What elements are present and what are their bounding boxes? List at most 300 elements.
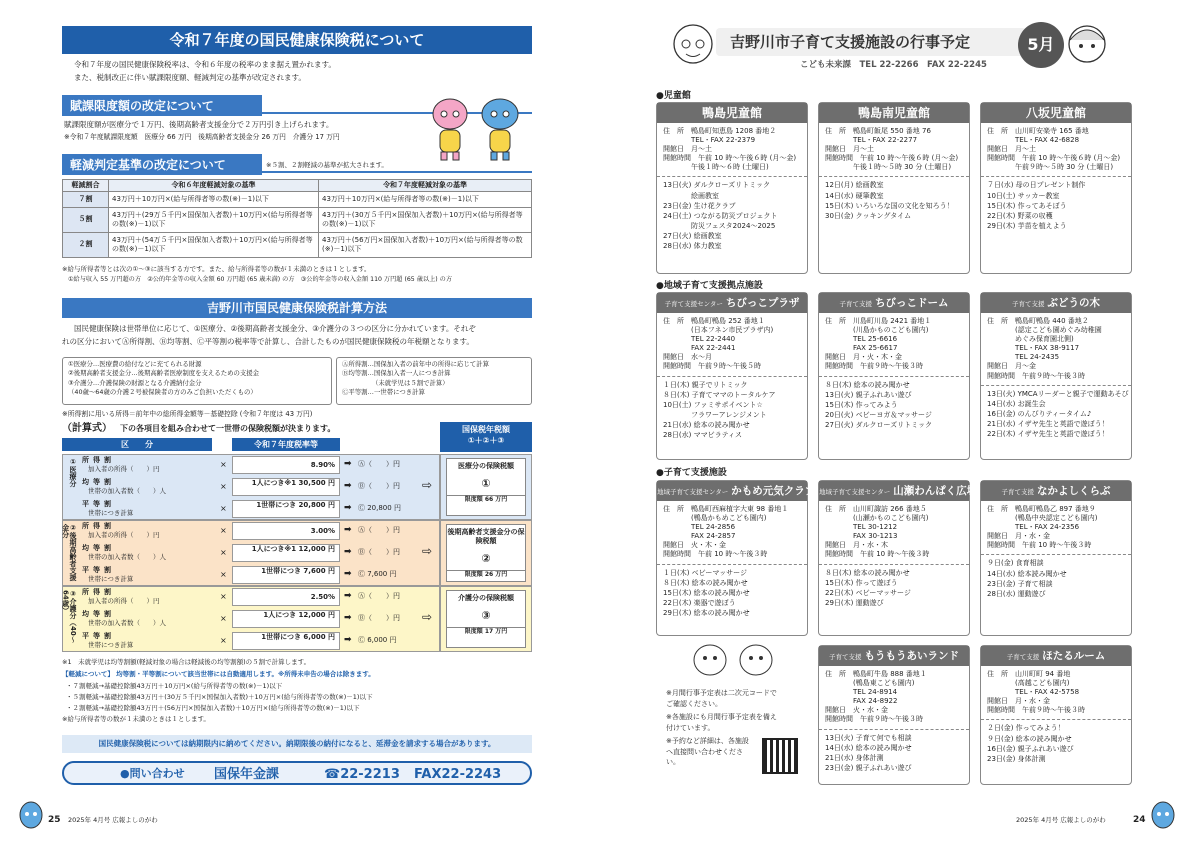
info-line: (鴨島中央認定こども園内) (987, 514, 1098, 523)
facility-card (818, 645, 970, 785)
event-item: 21日(水) イザヤ先生と英語で遊ぼう！ (987, 420, 1109, 429)
event-item: 30日(金) クッキングタイム (825, 211, 912, 220)
table-header: 軽減割合 (63, 180, 109, 192)
note-line: ※月間行事予定表は二次元コードでご確認ください。 (666, 689, 777, 708)
qr-code[interactable] (762, 738, 798, 774)
info-line: 開館時間 午前 10 時～午後６時 (月～金) (663, 154, 797, 163)
row-desc: 加入者の所得（ ）円 (88, 531, 160, 539)
event-item: ８日(木) 絵本の読み聞かせ (825, 380, 910, 389)
event-item: １日(木) ベビーマッサージ (663, 568, 747, 577)
blue-mascot-illustration (476, 92, 524, 162)
facility-header (657, 481, 816, 501)
result-slot: Ⓐ（ ）円 (358, 592, 400, 600)
facility-info (819, 501, 969, 565)
info-line: 開館時間 午前９時～午後３時 (987, 706, 1085, 715)
facility-events (657, 377, 807, 444)
contact-tel: ☎22-2213 (324, 767, 400, 782)
event-item: 13日(火) 親子ふれあい遊び (825, 390, 912, 399)
total-header-line: 国保税年税額 (462, 425, 510, 434)
footnote-2: 【軽減について】 均等割・平等割について該当世帯には自動適用します。※所得未申告の場合は除きます。 (62, 670, 375, 678)
formula-text: 下の各項目を組み合わせて一世帯の保険税額が決まります。 (120, 424, 336, 433)
event-item: 27日(火) 絵画教室 (663, 232, 722, 241)
info-line: TEL・FAX 24-2356 (987, 523, 1080, 532)
info-line: 開館日 水～月 (663, 353, 712, 362)
facility-info (657, 123, 807, 177)
row-kind: 均等割 (82, 478, 115, 486)
contact-fax: FAX22-2243 (414, 767, 502, 782)
table-cell: ７割 (63, 191, 109, 207)
event-item: 15日(木) 絵本の読み聞かせ (663, 588, 750, 597)
arrow-icon: ➡ (344, 525, 352, 535)
table-cell: ２割 (63, 232, 109, 257)
facility-card (656, 102, 808, 274)
facility-events (981, 555, 1131, 602)
group-label: ②後期高齢者支援金分 (61, 524, 77, 581)
table-cell: 43万円＋10万円×(給与所得者等の数(※)－1)以下 (109, 191, 319, 207)
formula-label: （計算式） (62, 423, 112, 434)
multiply-sign: × (220, 570, 227, 579)
result-slot: Ⓑ（ ）円 (358, 548, 400, 556)
facility-name: なかよしくらぶ (1037, 485, 1111, 497)
event-item: 27日(火) ダルクローズリトミック (825, 421, 932, 430)
arrow-icon: ➡ (344, 591, 352, 601)
event-item: 22日(木) 楽器で遊ぼう (663, 598, 736, 607)
facility-info (819, 666, 969, 730)
rate-header: 令和７年度税率等 (232, 438, 340, 451)
facility-header (981, 646, 1131, 666)
info-line: FAX 30-1213 (825, 532, 898, 541)
info-line: TEL 22-2440 (663, 335, 736, 344)
info-line: 住 所 川島町川島 2421 番地１ (825, 317, 932, 325)
event-item: 13日(火) ダルクローズリトミック (663, 181, 770, 190)
event-item: ８日(木) 絵本の読み聞かせ (825, 568, 910, 577)
multiply-sign: × (220, 526, 227, 535)
facility-prefix: 子育て支援センター (664, 300, 723, 308)
info-line: 開館時間 午前 10 時～午後６時 (月～金) (987, 154, 1121, 163)
arrow-icon: ➡ (344, 635, 352, 645)
result-slot: Ⓐ（ ）円 (358, 460, 400, 468)
facility-card (818, 292, 970, 460)
info-line: 開館日 月～金 (987, 362, 1036, 371)
footnote-3: ・７割軽減→基礎控除額43万円＋10万円×(給与所得者等の数(※)－1)以下 (66, 682, 283, 690)
info-line: 開館日 月・水・木 (825, 541, 888, 550)
event-item: 防災フェスタ2024～2025 (663, 222, 776, 231)
event-item: 22日(木) 野菜の収穫 (987, 211, 1053, 220)
facility-info (981, 123, 1131, 177)
footnote-5: ・２割軽減→基礎控除額43万円＋(56万円×国保加入者数)＋10万円×(給与所得者等の数(※)－1)以下 (66, 704, 360, 712)
event-item: ２日(金) 作ってみよう！ (987, 724, 1065, 733)
pink-mascot-illustration (428, 92, 472, 162)
event-item: 13日(火) 子育て何でも相談 (825, 733, 912, 742)
right-footer: 2025年 4月号 広報よしのがわ (1016, 816, 1106, 824)
row-kind: 平等割 (82, 632, 115, 640)
facility-name: ちびっこプラザ (725, 297, 800, 309)
info-line: 住 所 鴨島町西麻植字大東 98 番地１ (663, 505, 789, 513)
event-item: 21日(水) 身体計測 (825, 753, 884, 762)
event-item: 24日(土) つながる防災プロジェクト (663, 211, 778, 220)
row-desc: 世帯の加入者数（ ）人 (88, 487, 166, 495)
info-line: 住 所 山川町安楽寺 165 番地 (987, 127, 1089, 135)
event-item: 22日(木) ベビーマッサージ (825, 588, 911, 597)
total-header-line: ①＋②＋③ (467, 436, 505, 446)
info-line: 開館日 月・水・金 (987, 532, 1050, 541)
category-support-base: ●地域子育て支援拠点施設 (656, 281, 763, 291)
info-line: 住 所 鴨島町鴨島 252 番地１ (663, 317, 765, 325)
group-total-title: 介護分の保険税額 (458, 594, 514, 602)
info-line: 開館日 月～土 (825, 145, 874, 154)
facility-header (657, 103, 807, 123)
section-reduction-heading: 軽減判定基準の改定について (62, 154, 262, 175)
facility-prefix: 地域子育て支援センター (819, 488, 891, 496)
multiply-sign: × (220, 504, 227, 513)
result-slot: Ⓐ（ ）円 (358, 526, 400, 534)
rate-value: 1人につき※1 30,500 円 (232, 478, 340, 496)
result-slot: Ⓑ（ ）円 (358, 614, 400, 622)
info-line: TEL 24-2435 (987, 353, 1060, 362)
info-line: 開館日 火・木・金 (663, 541, 726, 550)
facility-info (981, 313, 1131, 386)
event-item: 29日(木) 絵本の読み聞かせ (663, 609, 750, 618)
payment-notice: 国民健康保険税については納期限内に納めてください。納期限後の納付になると、延滞金を請求する場合があります。 (62, 735, 532, 753)
info-line: 住 所 鴨島町鴨島乙 897 番地９ (987, 505, 1096, 513)
event-item: 10日(土) サッカー教室 (987, 191, 1060, 200)
rate-value: 1人につき 12,000 円 (232, 610, 340, 628)
table-cell: 43万円＋(54万５千円×国保加入者数)＋10万円×(給与所得者等の数(※)－1)以下 (109, 232, 319, 257)
limit-note: ※令和７年度賦課限度額 医療分 66 万円 後期高齢者支援金分 26 万円 介護分 17 万円 (64, 133, 340, 141)
group-total-inner (446, 590, 526, 648)
info-line: TEL 25-6616 (825, 335, 898, 344)
income-note: ※所得割に用いる所得＝前年中の総所得金額等－基礎控除 (令和７年度は 43 万円) (62, 410, 313, 418)
facility-header (981, 103, 1131, 123)
arrow-icon: ➡ (344, 481, 352, 491)
info-line: 住 所 山川町町 94 番地 (987, 670, 1071, 678)
info-line: (鴨島東こども園内) (825, 679, 915, 688)
facility-prefix: 子育て支援 (1012, 300, 1045, 308)
event-item: ７日(水) 母の日プレゼント制作 (987, 181, 1086, 190)
info-line: (川島かものこども園内) (825, 326, 929, 335)
category-children-hall: ●児童館 (656, 91, 691, 101)
facility-events (819, 730, 969, 777)
row-desc: 加入者の所得（ ）円 (88, 597, 160, 605)
facility-card (818, 480, 978, 636)
info-line: 開館日 月～土 (663, 145, 712, 154)
facility-header (819, 481, 978, 501)
event-item: 28日(水) 運動遊び (987, 589, 1046, 598)
note-line: ※予約など詳細は、各施設へ直接問い合わせください。 (666, 737, 749, 766)
event-item: 絵画教室 (663, 191, 719, 200)
table-header: 令和７年度軽減対象の基準 (319, 180, 532, 192)
total-header (440, 422, 532, 452)
arrow-icon: ➡ (344, 503, 352, 513)
info-line: 開館時間 午前 10 時～午後３時 (663, 550, 768, 559)
group-total-title: 医療分の保険税額 (458, 462, 514, 470)
facility-name: 山瀬わんぱく広場 (893, 485, 978, 497)
event-item: 22日(木) イザヤ先生と英語で遊ぼう！ (987, 430, 1109, 439)
table-cell: ５割 (63, 207, 109, 232)
facility-events (657, 177, 807, 254)
info-line: (高越こども園内) (987, 679, 1070, 688)
row-kind: 平等割 (82, 500, 115, 508)
info-line: 開館時間 午前９時～午後５時 (663, 362, 761, 371)
info-line: 開館時間 午前 10 時～午後６時 (月～金) (825, 154, 959, 163)
info-line: 開館時間 午前９時～午後３時 (825, 362, 923, 371)
multiply-sign: × (220, 636, 227, 645)
info-line: (山瀬かものこども園内) (825, 514, 929, 523)
sum-arrow-icon: ⇨ (422, 478, 433, 492)
row-kind: 所得割 (82, 522, 115, 530)
facility-prefix: 子育て支援 (1001, 488, 1034, 496)
rate-value: 1世帯につき 6,000 円 (232, 632, 340, 650)
right-page-title: 吉野川市子育て支援施設の行事予定 (730, 33, 971, 51)
event-item: 15日(木) いろいろな国の文化を知ろう！ (825, 201, 954, 210)
contact-box (62, 761, 532, 785)
group-total-inner (446, 458, 526, 516)
rate-value: 1世帯につき 7,600 円 (232, 566, 340, 584)
footnote-6: ※給与所得者等の数が１未満のときは１とします。 (62, 715, 210, 723)
row-kind: 所得割 (82, 588, 115, 596)
table-note-2: ①給与収入 55 万円超の方 ②公的年金等の収入金額 60 万円超 (65 歳未満) の方 ③公的年金等の収入金額 110 万円超 (65 歳以上) の方 (68, 276, 453, 283)
info-line: TEL・FAX 22-2379 (663, 136, 756, 145)
multiply-sign: × (220, 548, 227, 557)
contact-dept: 国保年金課 (214, 767, 280, 782)
table-cell: 43万円＋(56万円×国保加入者数)＋10万円×(給与所得者等の数(※)－1)以下 (319, 232, 532, 257)
facility-card (818, 102, 970, 274)
facility-info (981, 666, 1131, 720)
info-line: 午後１時～６時 (土曜日) (663, 163, 769, 172)
box-line: ①医療分…医療費の給付などに充てられる財源 (68, 360, 202, 368)
rate-value: 1人につき※1 12,000 円 (232, 544, 340, 562)
facility-events (981, 177, 1131, 234)
arrow-icon: ➡ (344, 459, 352, 469)
info-line: TEL・FAX 38-9117 (987, 344, 1080, 353)
event-item: 10日(土) ファミサポイベント☆ (663, 400, 763, 409)
event-item: 28日(水) ママビラティス (663, 431, 743, 440)
facility-info (657, 313, 807, 377)
event-item: 13日(火) YMCAリーダーと親子で運動あそび (987, 389, 1129, 398)
box-line: Ⓒ平等割…一世帯につき計算 (342, 387, 425, 396)
info-line: 開館日 火・水・金 (825, 706, 888, 715)
facility-events (657, 565, 807, 622)
facility-name: 鴨島南児童館 (857, 106, 930, 120)
info-line: TEL 24-2856 (663, 523, 736, 532)
facility-events (819, 565, 969, 612)
facility-header (657, 293, 807, 313)
facility-header (819, 646, 969, 666)
sum-arrow-icon: ⇨ (422, 610, 433, 624)
info-line: 住 所 鴨島町牛島 888 番地１ (825, 670, 927, 678)
info-line: 午後１時～５時 30 分 (土曜日) (825, 163, 952, 172)
facility-info (981, 501, 1131, 555)
group-label: ①医療分 (69, 458, 77, 487)
group-total-title: 後期高齢者支援金分の保険税額 (447, 528, 525, 546)
section-underline (62, 171, 532, 173)
event-item: 20日(火) ベビーヨガ＆マッサージ (825, 410, 932, 419)
group-total-inner (446, 524, 526, 582)
row-desc: 世帯につき計算 (88, 641, 134, 649)
event-item: 16日(金) のんびりティータイム♪ (987, 409, 1092, 418)
event-item: 21日(水) 絵本の読み聞かせ (663, 421, 750, 430)
calc-method-heading: 吉野川市国民健康保険税計算方法 (62, 298, 532, 318)
category-support-facility: ●子育て支援施設 (656, 468, 727, 478)
event-item: ９日(金) 絵本の読み聞かせ (987, 734, 1072, 743)
event-item: １日(木) 親子でリトミック (663, 380, 748, 389)
facility-name: ほたるルーム (1042, 650, 1106, 662)
box-line: （40歳～64歳の介護２号被保険者の方のみご負担いただくもの） (68, 387, 257, 396)
group-limit: 限度額 66 万円 (447, 495, 525, 504)
info-line: 開館時間 午前９時～午後３時 (987, 371, 1085, 380)
multiply-sign: × (220, 460, 227, 469)
rate-value: 2.50% (232, 588, 340, 606)
info-line: 住 所 鴨島町知恵島 1208 番地２ (663, 127, 777, 135)
row-desc: 世帯の加入者数（ ）人 (88, 619, 166, 627)
month-badge: 5月 (1018, 22, 1064, 68)
facility-info (819, 313, 969, 377)
multiply-sign: × (220, 614, 227, 623)
right-page-number: 24 (1133, 815, 1146, 825)
contact-label: ●問い合わせ (120, 767, 185, 780)
dept-contact: こども未来課 TEL 22-2266 FAX 22-2245 (800, 60, 987, 70)
info-line: TEL・FAX 42-6828 (987, 136, 1080, 145)
info-line: TEL 24-8914 (825, 688, 898, 697)
info-line: 開館日 月・火・木・金 (825, 353, 902, 362)
group-limit: 限度額 17 万円 (447, 627, 525, 636)
group-limit: 限度額 26 万円 (447, 570, 525, 579)
arrow-icon: ➡ (344, 569, 352, 579)
event-item: 14日(水) お誕生会 (987, 399, 1046, 408)
mascot-page-icon (1150, 800, 1176, 830)
info-line: TEL 30-1212 (825, 523, 898, 532)
calc-text-2: れの区分においてⒶ所得割、Ⓑ均等割、Ⓒ平等割の税率等で計算し、合計したものが国民健康保険税の年税額となります。 (62, 337, 474, 346)
event-item: 14日(水) 絵本の読み聞かせ (825, 743, 912, 752)
info-line: FAX 24-2857 (663, 532, 736, 541)
event-item: 15日(木) 作って遊ぼう (825, 578, 898, 587)
box-line: Ⓐ所得割…国保加入者の前年中の所得に応じて計算 (342, 360, 489, 368)
facility-header (819, 293, 969, 313)
event-item: 15日(木) 作ってみよう (825, 400, 898, 409)
facility-card (980, 480, 1132, 636)
row-kind: 均等割 (82, 544, 115, 552)
reduction-note: ※５割、２割軽減の基準が拡大されます。 (266, 161, 388, 169)
info-line: 住 所 鴨島町飯尾 550 番地 76 (825, 127, 931, 135)
event-item: 23日(金) 子育て相談 (987, 579, 1053, 588)
facility-card (980, 102, 1132, 274)
row-desc: 世帯につき計算 (88, 509, 134, 517)
facility-card (656, 292, 808, 460)
boy-illustration (670, 20, 716, 72)
info-line: 午前９時～５時 30 分 (土曜日) (987, 163, 1114, 172)
arrow-icon: ➡ (344, 547, 352, 557)
table-cell: 43万円＋10万円×(給与所得者等の数(※)－1)以下 (319, 191, 532, 207)
info-line: (日本フネン市民プラザ内) (663, 326, 774, 335)
mascot-pair-illustration (686, 640, 782, 684)
left-page-title: 令和７年度の国民健康保険税について (62, 26, 532, 54)
rate-value: 3.00% (232, 522, 340, 540)
multiply-sign: × (220, 592, 227, 601)
event-item: 14日(水) 硬筆教室 (825, 191, 884, 200)
event-item: フラワーアレンジメント (663, 410, 767, 419)
info-line: TEL・FAX 22-2277 (825, 136, 918, 145)
note-line: ※各施設にも月間行事予定表を備え付けています。 (666, 713, 777, 732)
info-line: FAX 24-8922 (825, 697, 898, 706)
box-line: ②後期高齢者支援金分…後期高齢者医療制度を支えるための支援金 (68, 369, 260, 378)
info-line: 開館時間 午前 10 時～午後３時 (987, 541, 1092, 550)
info-line: TEL・FAX 42-5758 (987, 688, 1080, 697)
limit-text: 賦課限度額が医療分で１万円、後期高齢者支援金分で２万円引き上げられます。 (64, 120, 334, 129)
intro-line-2: また、税制改正に伴い賦課限度額、軽減判定の基準が改定されます。 (74, 73, 306, 82)
info-line: めぐみ保育園北側) (987, 335, 1074, 344)
info-line: FAX 25-6617 (825, 344, 898, 353)
rate-explanation-box (336, 357, 532, 405)
facility-prefix: 子育て支援 (829, 653, 862, 661)
result-slot: Ⓑ（ ）円 (358, 482, 400, 490)
facility-events (981, 386, 1131, 443)
footnote-1: ※1 未就学児は均等割額(軽減対象の場合は軽減後の均等割額)の５割で計算します。 (62, 658, 311, 666)
event-item: ８日(木) 絵本の読み聞かせ (663, 578, 748, 587)
info-line: 開館時間 午前 10 時～午後３時 (825, 550, 930, 559)
facility-name: ぶどうの木 (1047, 297, 1100, 309)
group-total-number: ③ (481, 609, 491, 623)
kubun-header: 区 分 (62, 438, 212, 451)
facility-header (819, 103, 969, 123)
facility-name: もうもうあいランド (864, 650, 959, 662)
calc-text-1: 国民健康保険は世帯単位に応じて、①医療分、②後期高齢者支援金分、③介護分の３つの区分に分かれています。それぞ (74, 324, 476, 333)
result-slot: Ⓒ 7,600 円 (358, 570, 397, 578)
rate-value: 8.90% (232, 456, 340, 474)
facility-card (980, 645, 1132, 785)
reduction-table (62, 179, 532, 258)
row-desc: 世帯につき計算 (88, 575, 134, 583)
intro-line-1: 令和７年度の国民健康保険税率は、令和６年度の税率のまま据え置かれます。 (74, 60, 336, 69)
event-item: 15日(木) 作ってあそぼう (987, 201, 1067, 210)
row-kind: 所得割 (82, 456, 115, 464)
event-item: ９日(金) 食育相談 (987, 559, 1044, 568)
event-item: 23日(金) 親子ふれあい遊び (825, 763, 912, 772)
left-footer: 2025年 4月号 広報よしのがわ (68, 816, 158, 824)
facility-card (656, 480, 816, 636)
event-item: 28日(水) 体力教室 (663, 242, 722, 251)
left-page-number: 25 (48, 815, 61, 825)
info-line: 開館時間 午前９時～午後３時 (825, 715, 923, 724)
info-line: (認定こども園めぐみ幼稚園 (987, 326, 1102, 335)
event-item: ８日(木) 子育てママのトータルケア (663, 390, 776, 399)
table-cell: 43万円＋(30万５千円×国保加入者数)＋10万円×(給与所得者等の数(※)－1)以下 (319, 207, 532, 232)
multiply-sign: × (220, 482, 227, 491)
table-header: 令和６年度軽減対象の基準 (109, 180, 319, 192)
result-slot: Ⓒ 6,000 円 (358, 636, 397, 644)
box-line: Ⓑ均等割…国保加入者一人につき計算 (342, 369, 451, 378)
facility-info (819, 123, 969, 177)
facility-name: 鴨島児童館 (701, 106, 762, 120)
table-cell: 43万円＋(29万５千円×国保加入者数)＋10万円×(給与所得者等の数(※)－1)以下 (109, 207, 319, 232)
facility-info (657, 501, 807, 565)
row-kind: 平等割 (82, 566, 115, 574)
group-label: ③介護分（40～64歳） (61, 590, 77, 643)
info-line: FAX 22-2441 (663, 344, 736, 353)
event-item: 12日(月) 絵画教室 (825, 181, 884, 190)
event-item: 23日(金) 生け花クラブ (663, 201, 736, 210)
facility-events (819, 377, 969, 434)
table-note-1: ※給与所得者等とは次の①～③に該当する方です。また、給与所得者等の数が１未満のときは１とします。 (62, 265, 371, 273)
sum-arrow-icon: ⇨ (422, 544, 433, 558)
arrow-icon: ➡ (344, 613, 352, 623)
info-line: 住 所 鴨島町鴨島 440 番地２ (987, 317, 1089, 325)
footnote-4: ・５割軽減→基礎控除額43万円＋(30万５千円×国保加入者数)＋10万円×(給与所得者等の数(※)－1)以下 (66, 693, 373, 701)
facility-name: 八坂児童館 (1025, 106, 1086, 120)
facility-name: かもめ元気クラブ (731, 485, 816, 497)
group-total-number: ② (481, 552, 491, 566)
facility-prefix: 地域子育て支援センター (657, 488, 729, 496)
info-line: (鴨島かもめこども園内) (663, 514, 767, 523)
